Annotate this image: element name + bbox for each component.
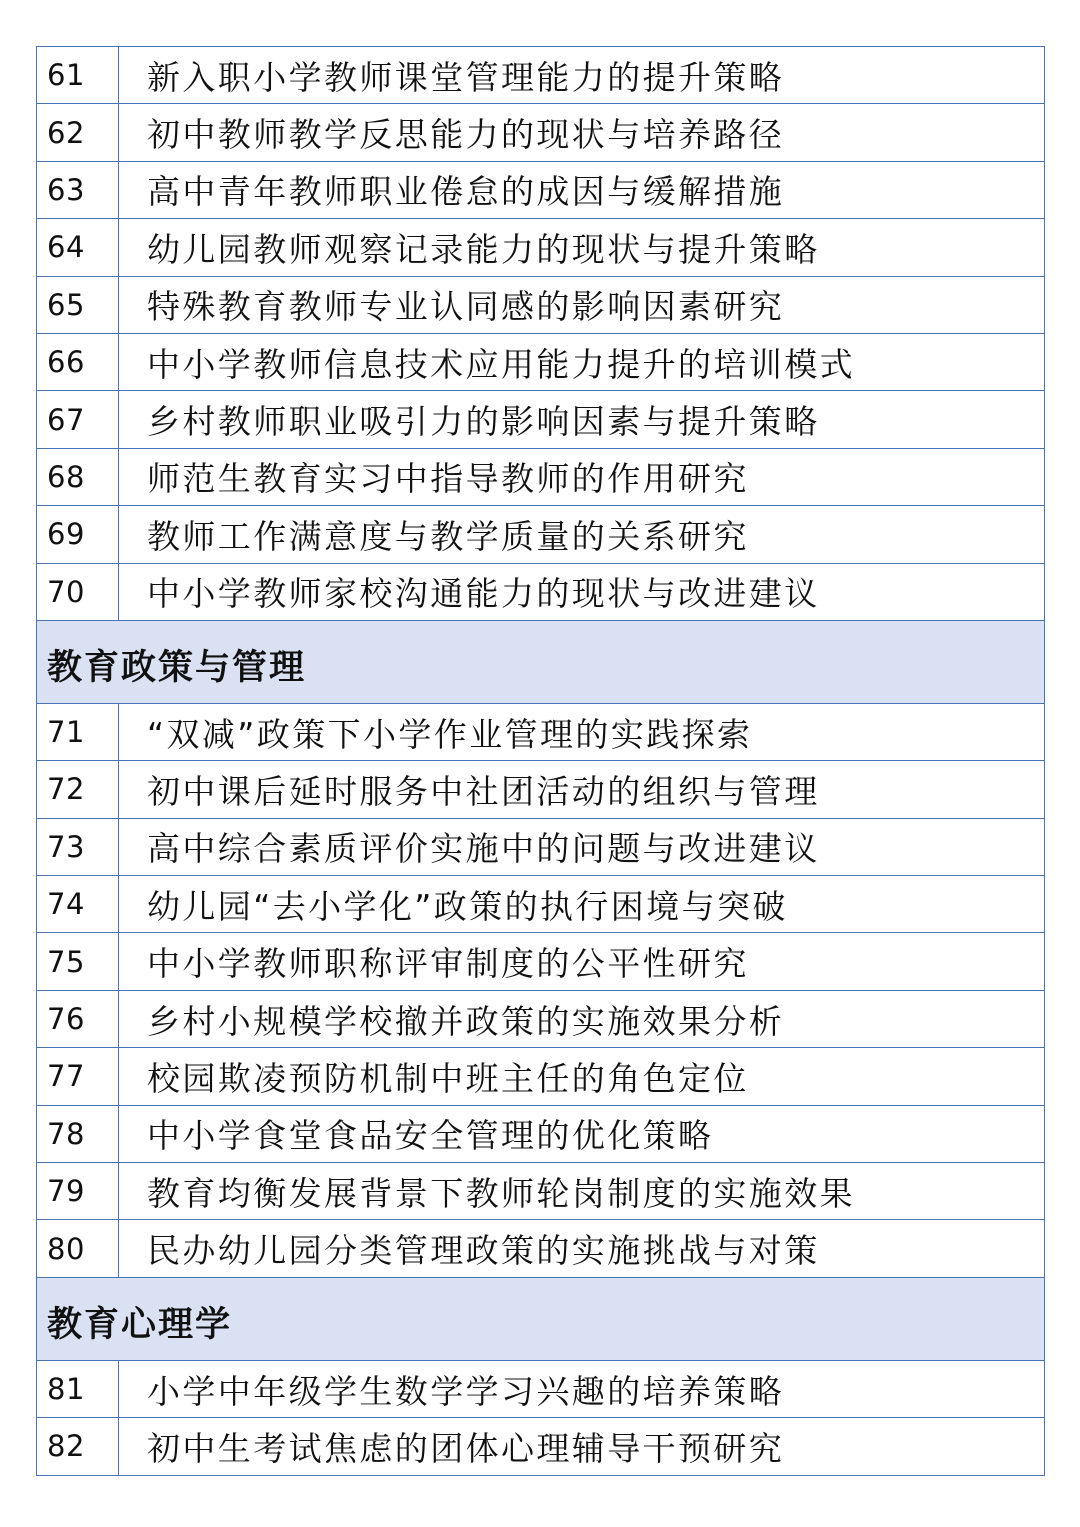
topic-number: 66 — [37, 333, 119, 390]
topic-number: 63 — [37, 161, 119, 218]
table-row — [37, 1220, 1045, 1277]
table-row — [37, 818, 1045, 875]
table-row — [37, 391, 1045, 448]
table-row — [37, 1360, 1045, 1417]
table-row — [37, 990, 1045, 1047]
topic-number: 78 — [37, 1105, 119, 1162]
topic-title: 高中青年教师职业倦怠的成因与缓解措施 — [119, 161, 1045, 218]
topic-number: 70 — [37, 563, 119, 620]
topic-number: 69 — [37, 506, 119, 563]
topic-number: 73 — [37, 818, 119, 875]
table-row — [37, 876, 1045, 933]
section-title: 教育心理学 — [47, 1304, 233, 1345]
topic-number: 71 — [37, 703, 119, 760]
topic-number: 75 — [37, 933, 119, 990]
topic-table — [36, 46, 1045, 1476]
topic-title: 师范生教育实习中指导教师的作用研究 — [119, 448, 1045, 505]
topic-number: 81 — [37, 1360, 119, 1417]
topic-title: 中小学教师信息技术应用能力提升的培训模式 — [119, 333, 1045, 390]
topic-number: 72 — [37, 761, 119, 818]
topic-title: 教育均衡发展背景下教师轮岗制度的实施效果 — [119, 1163, 1045, 1220]
table-row — [37, 276, 1045, 333]
table-row — [37, 563, 1045, 620]
topic-title: 小学中年级学生数学学习兴趣的培养策略 — [119, 1360, 1045, 1417]
topic-number: 67 — [37, 391, 119, 448]
table-row — [37, 1048, 1045, 1105]
section-header-cell — [37, 1277, 1045, 1360]
table-row — [37, 1163, 1045, 1220]
topic-number: 65 — [37, 276, 119, 333]
topic-title: 中小学教师家校沟通能力的现状与改进建议 — [119, 563, 1045, 620]
topic-number: 80 — [37, 1220, 119, 1277]
table-body — [37, 47, 1045, 1476]
topic-number: 61 — [37, 47, 119, 104]
topic-title: 中小学教师职称评审制度的公平性研究 — [119, 933, 1045, 990]
topic-title: 幼儿园“去小学化”政策的执行困境与突破 — [119, 876, 1045, 933]
topic-number: 79 — [37, 1163, 119, 1220]
topic-title: 高中综合素质评价实施中的问题与改进建议 — [119, 818, 1045, 875]
table-row — [37, 47, 1045, 104]
topic-title: 教师工作满意度与教学质量的关系研究 — [119, 506, 1045, 563]
table-row — [37, 448, 1045, 505]
section-header-row — [37, 1277, 1045, 1360]
topic-number: 64 — [37, 219, 119, 276]
topic-number: 76 — [37, 990, 119, 1047]
topic-title: 民办幼儿园分类管理政策的实施挑战与对策 — [119, 1220, 1045, 1277]
section-title: 教育政策与管理 — [47, 647, 307, 688]
section-header-row — [37, 620, 1045, 703]
topic-title: 初中课后延时服务中社团活动的组织与管理 — [119, 761, 1045, 818]
topic-number: 77 — [37, 1048, 119, 1105]
table-row — [37, 161, 1045, 218]
section-header-cell — [37, 620, 1045, 703]
topic-title: 特殊教育教师专业认同感的影响因素研究 — [119, 276, 1045, 333]
table-row — [37, 1105, 1045, 1162]
topic-title: 乡村教师职业吸引力的影响因素与提升策略 — [119, 391, 1045, 448]
table-row — [37, 703, 1045, 760]
topic-title: 幼儿园教师观察记录能力的现状与提升策略 — [119, 219, 1045, 276]
topic-title: “双减”政策下小学作业管理的实践探索 — [119, 703, 1045, 760]
topic-title: 初中生考试焦虑的团体心理辅导干预研究 — [119, 1418, 1045, 1475]
table-row — [37, 333, 1045, 390]
table-row — [37, 104, 1045, 161]
topic-number: 74 — [37, 876, 119, 933]
topic-number: 82 — [37, 1418, 119, 1475]
table-row — [37, 761, 1045, 818]
table-row — [37, 219, 1045, 276]
topic-title: 中小学食堂食品安全管理的优化策略 — [119, 1105, 1045, 1162]
table-row — [37, 933, 1045, 990]
topic-number: 68 — [37, 448, 119, 505]
topic-title: 初中教师教学反思能力的现状与培养路径 — [119, 104, 1045, 161]
table-row — [37, 506, 1045, 563]
topic-number: 62 — [37, 104, 119, 161]
topic-title: 校园欺凌预防机制中班主任的角色定位 — [119, 1048, 1045, 1105]
table-row — [37, 1418, 1045, 1475]
topic-title: 乡村小规模学校撤并政策的实施效果分析 — [119, 990, 1045, 1047]
topic-title: 新入职小学教师课堂管理能力的提升策略 — [119, 47, 1045, 104]
